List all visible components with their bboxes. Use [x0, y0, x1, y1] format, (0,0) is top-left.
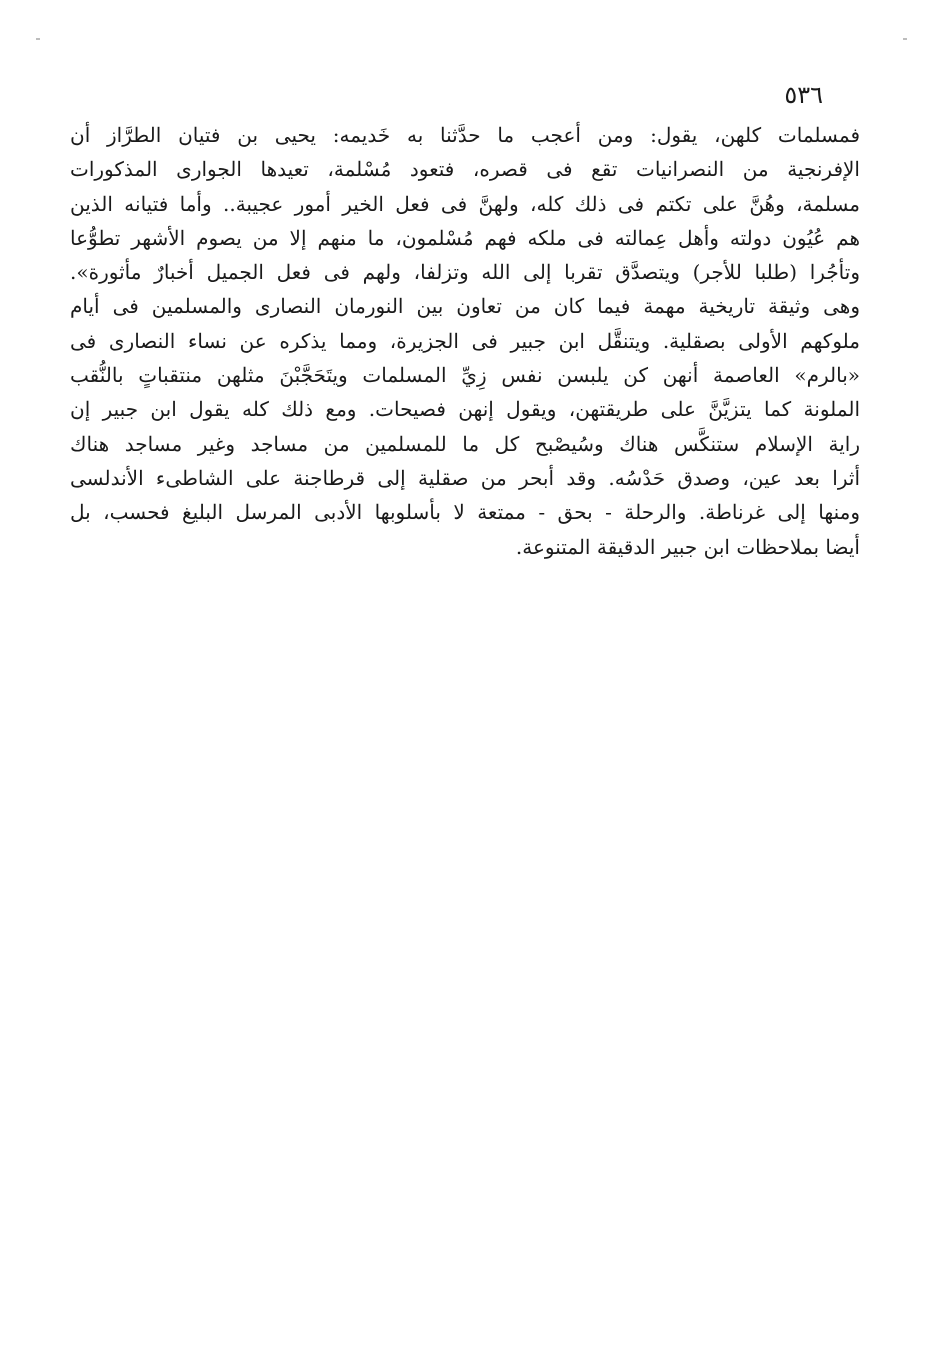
text-line-3: مسلمة، وهُنَّ على تكتم فى ذلك كله، ولهنَّ فى فعل الخير أمور عجيبة.. وأما فتيانه الذين: [70, 191, 860, 216]
scan-mark-left: [36, 38, 40, 40]
text-line-8: «بالرم» العاصمة أنهن كن يلبسن نفس زِيِّ المسلمات ويتَحَجَّبْنَ مثلهن منتقباتٍ بالنُّقب: [70, 363, 860, 388]
text-line-9: الملونة كما يتزيَّنَّ على طريقتهن، ويقول إنهن فصيحات. ومع ذلك كله يقول ابن جبير إن: [70, 397, 860, 422]
text-line-1: فمسلمات كلهن، يقول: ومن أعجب ما حدَّثنا به خَديمه: يحيى بن فتيان الطرَّاز أن: [70, 123, 860, 147]
text-line-10: راية الإسلام ستنكَّس هناك وسُيصْبح كل ما للمسلمين من مساجد وغير مساجد هناك: [70, 431, 860, 456]
body-text: [70, 118, 860, 564]
text-line-4: هم عُيُون دولته وأهل عِمالته فى ملكه فهم مُسْلمون، ما منهم إلا من يصوم الأشهر تطوُّعا: [70, 225, 860, 250]
page-number: ٥٣٦: [784, 81, 823, 109]
scan-mark-right: [903, 38, 907, 40]
text-line-13: أيضا بملاحظات ابن جبير الدقيقة المتنوعة.: [515, 534, 860, 559]
text-line-12: ومنها إلى غرناطة. والرحلة - بحق - ممتعة لا بأسلوبها الأدبى المرسل البليغ فحسب، بل: [70, 500, 860, 525]
text-line-5: وتأجُرا (طلبا للأجر) ويتصدَّق تقربا إلى الله وتزلفا، ولهم فى فعل الجميل أخبارٌ مأثورة».: [70, 260, 860, 285]
text-line-7: ملوكهم الأولى بصقلية. ويتنقَّل ابن جبير فى الجزيرة، ومما يذكره عن نساء النصارى فى: [70, 328, 860, 353]
text-line-6: وهى وثيقة تاريخية مهمة فيما كان من تعاون بين النورمان النصارى والمسلمين فى أيام: [70, 294, 860, 319]
text-line-11: أثرا بعد عين، وصدق حَدْسُه. وقد أبحر من صقلية إلى قرطاجنة على الشاطىء الأندلسى: [70, 465, 860, 490]
text-line-2: الإفرنجية من النصرانيات تقع فى قصره، فتعود مُسْلمة، تعيدها الجوارى المذكورات: [70, 157, 860, 182]
